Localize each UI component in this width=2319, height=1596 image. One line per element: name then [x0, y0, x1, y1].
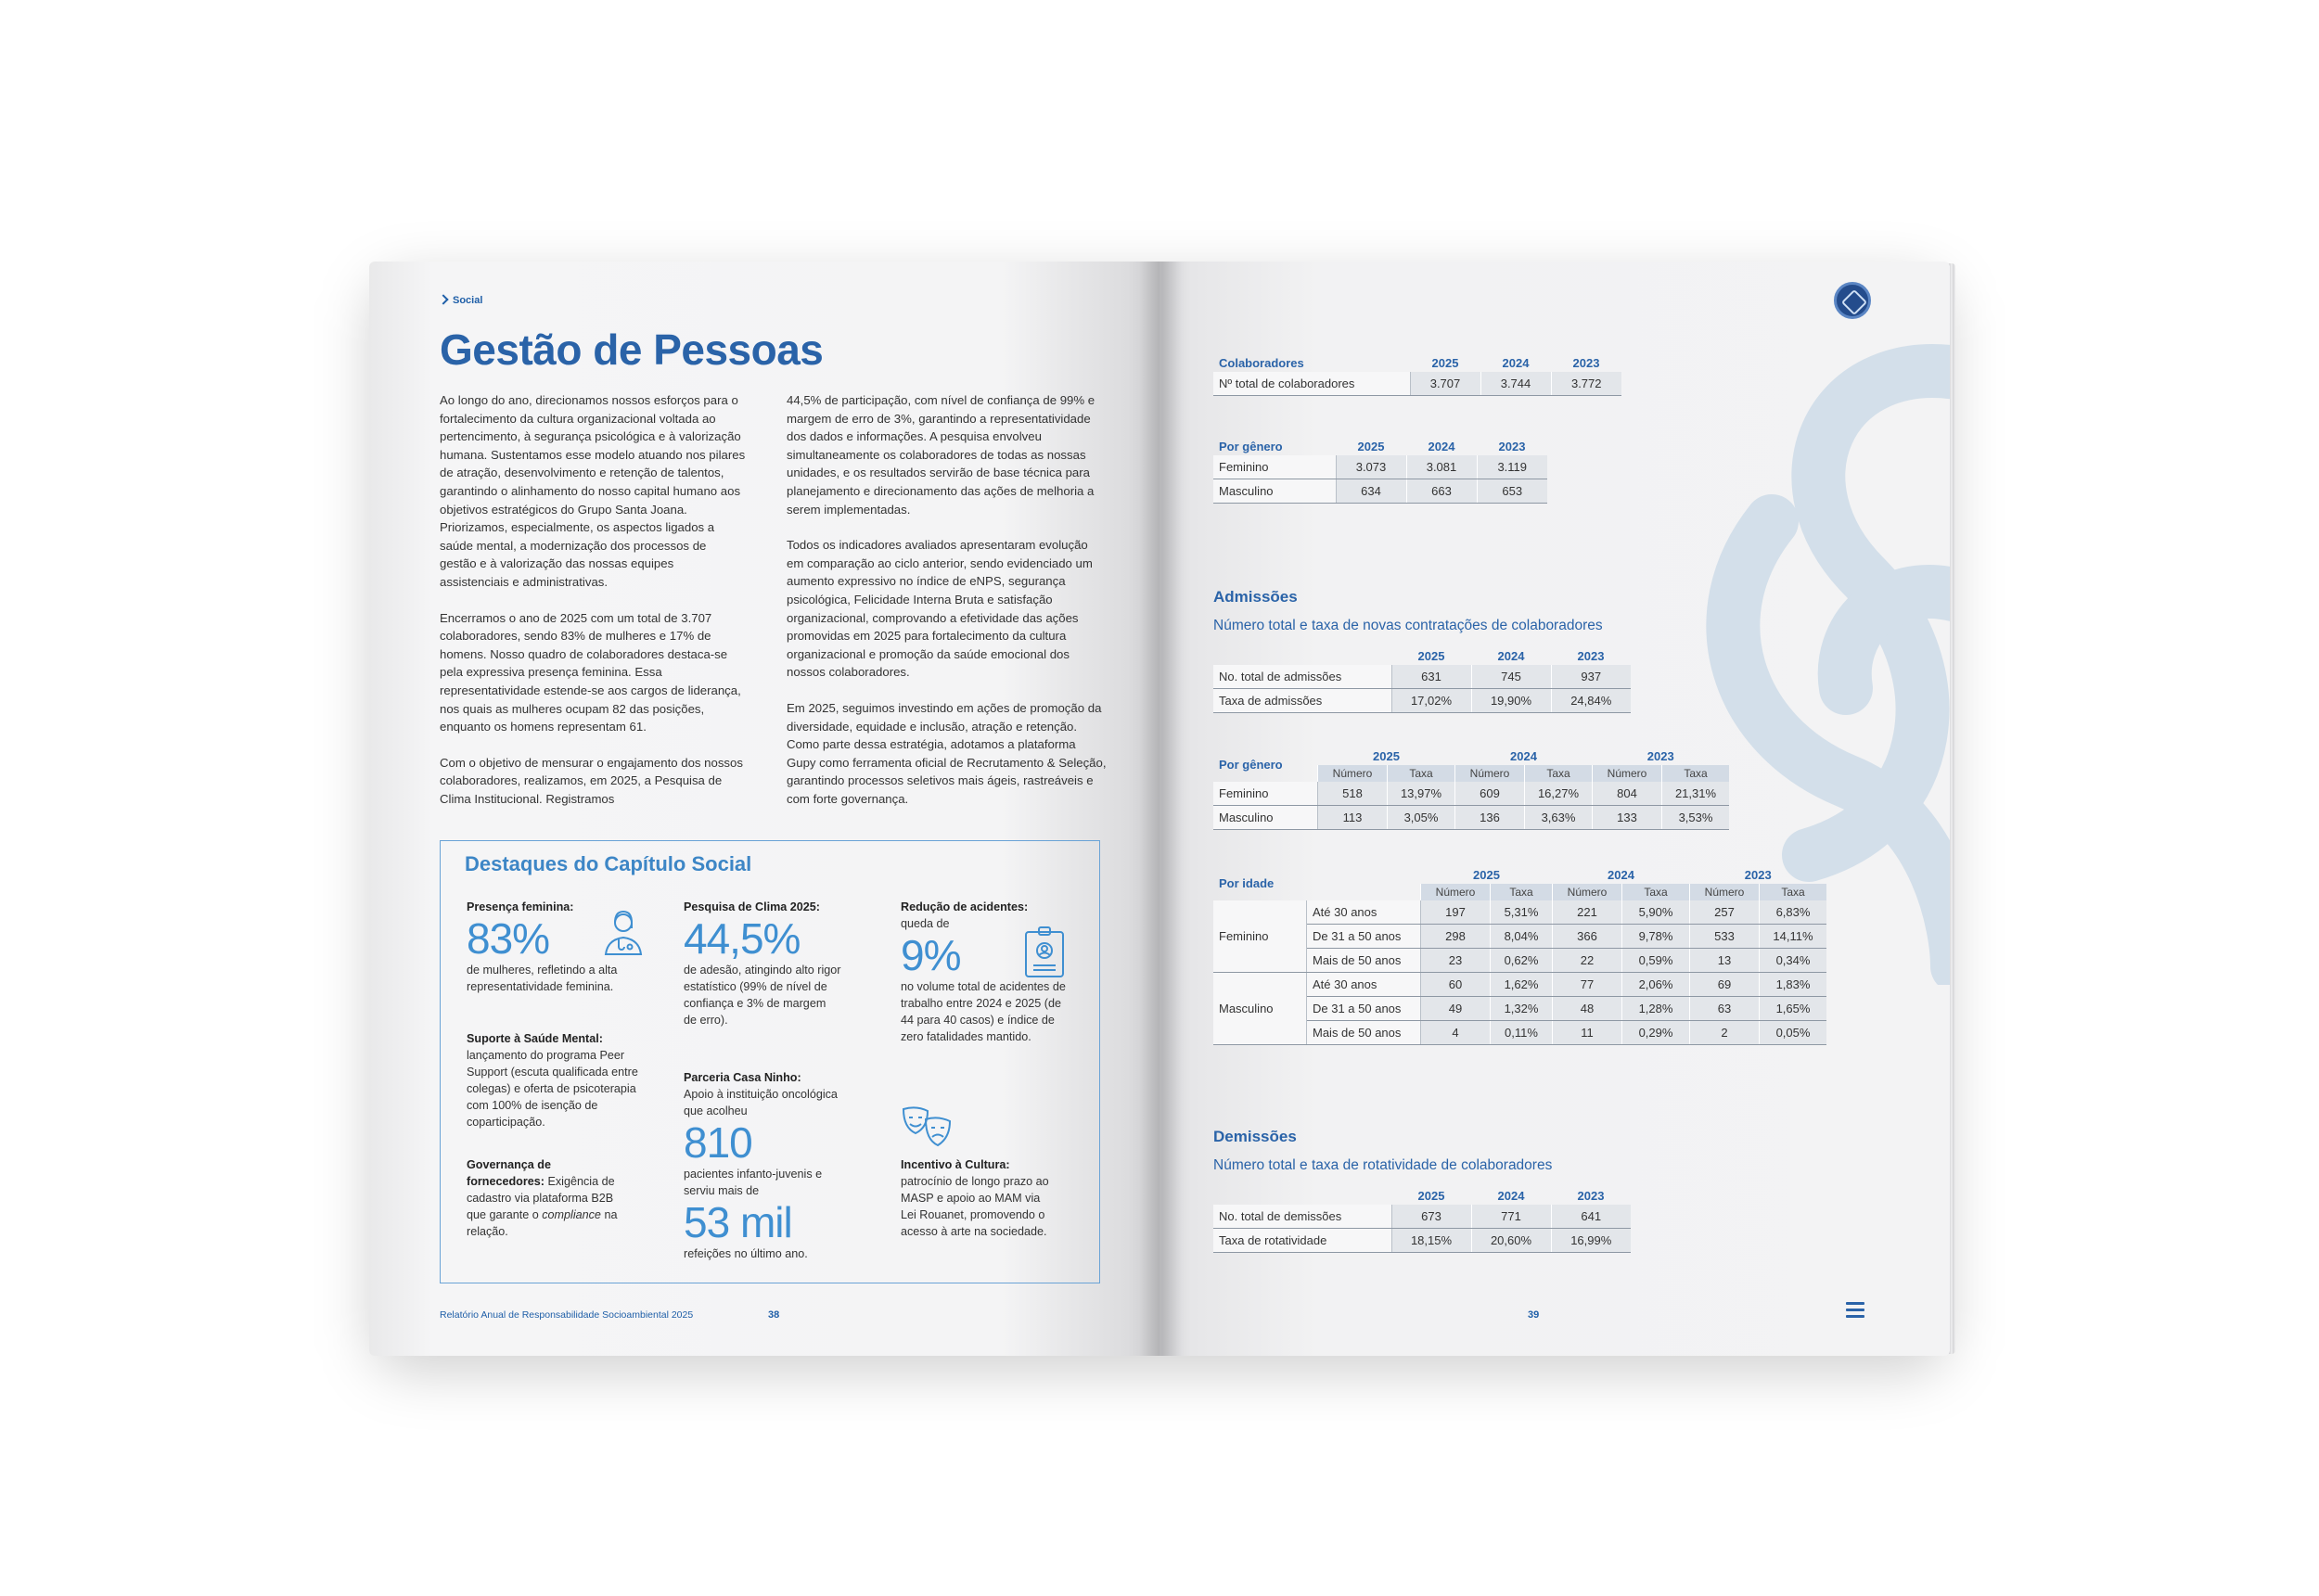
cell: 4 — [1421, 1021, 1491, 1045]
cell: 16,27% — [1525, 782, 1593, 806]
cell: 298 — [1421, 925, 1491, 949]
cell: 3,05% — [1388, 806, 1455, 830]
year-header: 2025 — [1431, 356, 1459, 370]
highlights-box — [440, 840, 1100, 1283]
cell: 1,83% — [1760, 973, 1827, 997]
sub-header: Número — [1421, 884, 1491, 900]
group-label: Masculino — [1213, 973, 1307, 1045]
table-admissions-by-age — [1213, 866, 1826, 1045]
cell: 3.707 — [1410, 372, 1480, 396]
breadcrumb[interactable] — [440, 295, 482, 306]
year-header: 2025 — [1417, 1189, 1445, 1203]
cell: 13 — [1690, 949, 1760, 973]
paragraph: Em 2025, seguimos investindo em ações de promoção da diversidade, equidade e inclusão, atração e retenção. Como parte dessa estratégia, adotamos a plataforma Gupy como ferramenta oficial de Recrutamento & Seleção, garantindo processos seletivos mais ágeis, rastreáveis e com forte governança. — [787, 700, 1107, 806]
highlight-text: no volume total de acidentes de trabalho entre 2024 e 2025 (de 44 para 40 casos) e índice de zero fatalidades mantido. — [901, 980, 1066, 1043]
highlight-value: 810 — [684, 1118, 752, 1167]
cell: 77 — [1553, 973, 1622, 997]
cell: 634 — [1336, 479, 1406, 504]
row-label: Mais de 50 anos — [1307, 1021, 1421, 1045]
table-admissions — [1213, 647, 1631, 713]
highlight-label: Redução de acidentes: — [901, 900, 1029, 913]
cell: 366 — [1553, 925, 1622, 949]
cell: 133 — [1593, 806, 1662, 830]
year-header: 2024 — [1608, 868, 1634, 882]
year-header: 2025 — [1417, 649, 1445, 663]
section-subtitle-dismissals: Número total e taxa de rotatividade de colaboradores — [1213, 1157, 1553, 1173]
paragraph: Encerramos o ano de 2025 com um total de 3.707 colaboradores, sendo 83% de mulheres e 17% de homens. Nosso quadro de colaboradores destaca-se pela expressiva presença feminina. Essa representatividade estende-se aos cargos de liderança, nos quais as mulheres ocupam 82 das posições, enquanto os homens representam 61. — [440, 610, 741, 734]
cell: 16,99% — [1551, 1229, 1631, 1253]
cell: 1,62% — [1491, 973, 1553, 997]
cell: 937 — [1551, 665, 1631, 689]
table-row — [1213, 900, 1826, 925]
sub-header: Número — [1553, 884, 1622, 900]
table-row — [1213, 372, 1621, 396]
cell: 18,15% — [1391, 1229, 1471, 1253]
table-row — [1213, 479, 1547, 504]
year-header: 2024 — [1497, 1189, 1525, 1203]
table-header-empty — [1213, 1187, 1391, 1205]
highlight-text: de mulheres, refletindo a alta representatividade feminina. — [467, 964, 618, 993]
cell: 136 — [1455, 806, 1525, 830]
cell: 221 — [1553, 900, 1622, 925]
paragraph: 44,5% de participação, com nível de confiança de 99% e margem de erro de 3%, garantindo a representatividade dos dados e informações. A pesquisa envolveu simultaneamente os colaboradores de todas as nossas unidades, e os resultados servirão de base técnica para planejamento e direcionamento das ações de melhoria a serem implementadas. — [787, 393, 1095, 517]
year-header: 2024 — [1428, 440, 1455, 453]
highlight-italic: compliance — [542, 1208, 601, 1221]
sub-header: Taxa — [1491, 884, 1553, 900]
cell: 609 — [1455, 782, 1525, 806]
year-header: 2023 — [1646, 749, 1674, 763]
cell: 0,34% — [1760, 949, 1827, 973]
highlight-label: Suporte à Saúde Mental: — [467, 1032, 603, 1045]
cell: 3.744 — [1480, 372, 1551, 396]
brand-logo-icon[interactable] — [1834, 282, 1871, 319]
sub-header: Taxa — [1525, 765, 1593, 782]
cell: 5,90% — [1622, 900, 1690, 925]
table-row — [1213, 665, 1631, 689]
body-column-1 — [440, 391, 746, 825]
cell: 197 — [1421, 900, 1491, 925]
highlight-casa-ninho — [684, 1069, 841, 1262]
highlight-text: patrocínio de longo prazo ao MASP e apoio ao MAM via Lei Rouanet, promovendo o acesso à arte na sociedade. — [901, 1175, 1049, 1238]
cell: 0,59% — [1622, 949, 1690, 973]
highlight-text: queda de — [901, 917, 950, 930]
cell: 2 — [1690, 1021, 1760, 1045]
table-by-gender — [1213, 438, 1547, 504]
left-page — [369, 262, 1160, 1356]
table-header: Por gênero — [1219, 440, 1283, 453]
cell: 1,28% — [1622, 997, 1690, 1021]
cell: 60 — [1421, 973, 1491, 997]
table-header: Por idade — [1219, 876, 1275, 890]
menu-icon[interactable] — [1846, 1302, 1864, 1319]
year-header: 2023 — [1498, 440, 1526, 453]
report-footer: Relatório Anual de Responsabilidade Socioambiental 2025 — [440, 1309, 694, 1321]
row-label: Feminino — [1213, 782, 1318, 806]
year-header: 2023 — [1577, 649, 1605, 663]
highlight-text: Exigência de cadastro via plataforma B2B que garante o — [467, 1175, 615, 1221]
highlight-text: de adesão, atingindo alto rigor estatístico (99% de nível de confiança e 3% de margem de erro). — [684, 964, 841, 1027]
right-page — [1160, 262, 1950, 1356]
female-doctor-icon — [598, 908, 648, 958]
cell: 663 — [1406, 479, 1477, 504]
table-row — [1213, 689, 1631, 713]
sub-header: Número — [1318, 765, 1388, 782]
highlight-value: 53 mil — [684, 1198, 792, 1246]
page-number: 38 — [768, 1309, 780, 1321]
highlight-label: Incentivo à Cultura: — [901, 1158, 1010, 1171]
highlight-label: Pesquisa de Clima 2025: — [684, 900, 820, 913]
table-row — [1213, 782, 1729, 806]
year-header: 2025 — [1373, 749, 1400, 763]
row-label: Taxa de rotatividade — [1213, 1229, 1391, 1253]
section-title-dismissals: Demissões — [1213, 1128, 1297, 1145]
sub-header: Taxa — [1662, 765, 1730, 782]
row-label: Masculino — [1213, 479, 1336, 504]
year-header: 2025 — [1473, 868, 1500, 882]
highlight-label: Parceria Casa Ninho: — [684, 1071, 801, 1084]
sub-header: Taxa — [1388, 765, 1455, 782]
cell: 0,29% — [1622, 1021, 1690, 1045]
table-dismissals — [1213, 1187, 1631, 1253]
body-column-2 — [787, 391, 1108, 825]
cell: 49 — [1421, 997, 1491, 1021]
table-header-empty — [1213, 647, 1391, 665]
row-label: Nº total de colaboradores — [1213, 372, 1410, 396]
cell: 23 — [1421, 949, 1491, 973]
highlight-value: 9% — [901, 931, 961, 979]
cell: 22 — [1553, 949, 1622, 973]
table-body — [1213, 782, 1729, 830]
cell: 14,11% — [1760, 925, 1827, 949]
cell: 631 — [1391, 665, 1471, 689]
cell: 0,05% — [1760, 1021, 1827, 1045]
table-body — [1213, 900, 1826, 1045]
highlight-culture — [901, 1156, 1068, 1240]
cell: 533 — [1690, 925, 1760, 949]
cell: 641 — [1551, 1205, 1631, 1229]
highlight-mental-health — [467, 1030, 652, 1130]
cell: 3.081 — [1406, 455, 1477, 479]
cell: 1,65% — [1760, 997, 1827, 1021]
year-header: 2024 — [1510, 749, 1537, 763]
cell: 3,63% — [1525, 806, 1593, 830]
table-row — [1213, 1205, 1631, 1229]
year-header: 2023 — [1577, 1189, 1605, 1203]
highlight-label: Presença feminina: — [467, 900, 574, 913]
cell: 653 — [1477, 479, 1547, 504]
theater-masks-icon — [901, 1104, 953, 1153]
table-row — [1213, 455, 1547, 479]
cell: 17,02% — [1391, 689, 1471, 713]
cell: 21,31% — [1662, 782, 1730, 806]
book-spine — [1139, 262, 1182, 1356]
year-header: 2023 — [1744, 868, 1772, 882]
cell: 257 — [1690, 900, 1760, 925]
page-number: 39 — [1528, 1309, 1540, 1321]
cell: 8,04% — [1491, 925, 1553, 949]
cell: 11 — [1553, 1021, 1622, 1045]
table-header: Por gênero — [1219, 758, 1283, 772]
year-header: 2024 — [1497, 649, 1525, 663]
row-label: No. total de admissões — [1213, 665, 1391, 689]
highlights-title: Destaques do Capítulo Social — [465, 852, 752, 875]
year-header: 2025 — [1357, 440, 1385, 453]
cell: 48 — [1553, 997, 1622, 1021]
table-row — [1213, 806, 1729, 830]
page-title: Gestão de Pessoas — [440, 326, 824, 374]
cell: 0,62% — [1491, 949, 1553, 973]
cell: 6,83% — [1760, 900, 1827, 925]
highlight-text: refeições no último ano. — [684, 1247, 808, 1260]
table-row — [1213, 973, 1826, 997]
table-employees — [1213, 354, 1621, 396]
cell: 9,78% — [1622, 925, 1690, 949]
paragraph: Com o objetivo de mensurar o engajamento dos nossos colaboradores, realizamos, em 2025, a Pesquisa de Clima Institucional. Registramos — [440, 755, 743, 806]
section-subtitle-admissions: Número total e taxa de novas contratações de colaboradores — [1213, 618, 1603, 633]
cell: 3.073 — [1336, 455, 1406, 479]
breadcrumb-label: Social — [453, 295, 483, 306]
highlight-female-presence — [467, 899, 618, 995]
cell: 3,53% — [1662, 806, 1730, 830]
sub-header: Taxa — [1760, 884, 1827, 900]
highlight-value: 44,5% — [684, 914, 801, 963]
cell: 3.772 — [1551, 372, 1621, 396]
row-label: Taxa de admissões — [1213, 689, 1391, 713]
cell: 13,97% — [1388, 782, 1455, 806]
sub-header: Número — [1455, 765, 1525, 782]
cell: 518 — [1318, 782, 1388, 806]
cell: 19,90% — [1471, 689, 1551, 713]
cell: 20,60% — [1471, 1229, 1551, 1253]
paragraph: Ao longo do ano, direcionamos nossos esforços para o fortalecimento da cultura organizacional voltada ao pertencimento, à segurança psicológica e à valorização humana. Sustentamos esse modelo atuando nos pilares de atração, desenvolvimento e retenção de talentos, garantindo o alinhamento do nosso capital humano aos objetivos estratégicos do Grupo Santa Joana. Priorizamos, especialmente, os aspectos ligados a saúde mental, a modernização dos processos de gestão e à valorização das nossas equipes assistenciais e administrativas. — [440, 393, 746, 589]
year-header: 2023 — [1572, 356, 1600, 370]
cell: 771 — [1471, 1205, 1551, 1229]
cell: 0,11% — [1491, 1021, 1553, 1045]
highlight-label: Governança de fornecedores: — [467, 1158, 551, 1188]
row-label: De 31 a 50 anos — [1307, 925, 1421, 949]
cell: 63 — [1690, 997, 1760, 1021]
row-label: Mais de 50 anos — [1307, 949, 1421, 973]
cell: 3.119 — [1477, 455, 1547, 479]
row-label: Até 30 anos — [1307, 900, 1421, 925]
cell: 1,32% — [1491, 997, 1553, 1021]
row-label: De 31 a 50 anos — [1307, 997, 1421, 1021]
highlight-climate-survey — [684, 899, 860, 1028]
sub-header: Número — [1593, 765, 1662, 782]
row-label: Feminino — [1213, 455, 1336, 479]
table-admissions-by-gender — [1213, 747, 1729, 830]
highlight-text: Apoio à instituição oncológica que acolheu — [684, 1088, 838, 1117]
highlight-text: na relação. — [467, 1208, 618, 1238]
table-row — [1213, 1229, 1631, 1253]
highlight-text: lançamento do programa Peer Support (escuta qualificada entre colegas) e oferta de psicoterapia com 100% de isenção de coparticipação. — [467, 1049, 638, 1129]
cell: 69 — [1690, 973, 1760, 997]
row-label: Até 30 anos — [1307, 973, 1421, 997]
id-badge-icon — [1023, 925, 1066, 978]
table-header: Colaboradores — [1219, 356, 1304, 370]
row-label: No. total de demissões — [1213, 1205, 1391, 1229]
highlight-text: pacientes infanto-juvenis e serviu mais de — [684, 1168, 823, 1197]
sub-header: Número — [1690, 884, 1760, 900]
cell: 113 — [1318, 806, 1388, 830]
group-label: Feminino — [1213, 900, 1307, 973]
cell: 673 — [1391, 1205, 1471, 1229]
row-label: Masculino — [1213, 806, 1318, 830]
chevron-right-icon — [438, 294, 448, 304]
cell: 745 — [1471, 665, 1551, 689]
paragraph: Todos os indicadores avaliados apresentaram evolução em comparação ao ciclo anterior, sendo evidenciado um aumento expressivo no índice de eNPS, segurança psicológica, Felicidade Interna Bruta e satisfação organizacional, comprovando a efetividade das ações promovidas em 2025 para fortalecimento da cultura organizacional e promoção da saúde emocional dos nossos colaboradores. — [787, 538, 1093, 680]
year-header: 2024 — [1502, 356, 1530, 370]
cell: 804 — [1593, 782, 1662, 806]
highlight-value: 83% — [467, 914, 550, 963]
highlight-supplier-governance — [467, 1156, 629, 1240]
cell: 5,31% — [1491, 900, 1553, 925]
sub-header: Taxa — [1622, 884, 1690, 900]
section-title-admissions: Admissões — [1213, 588, 1298, 606]
cell: 24,84% — [1551, 689, 1631, 713]
cell: 2,06% — [1622, 973, 1690, 997]
